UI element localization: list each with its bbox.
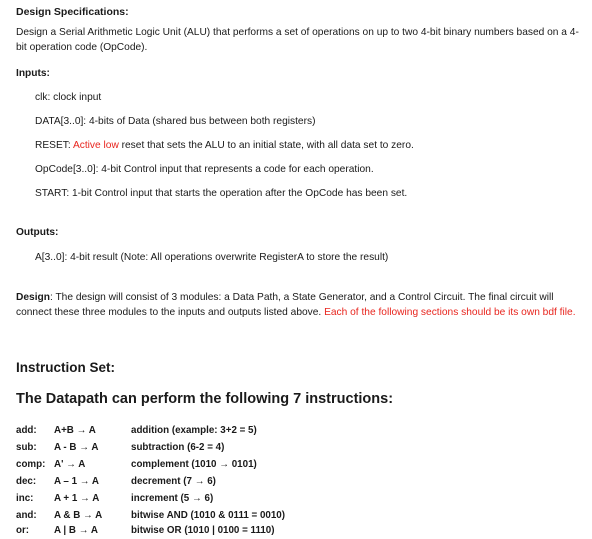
instruction-expr: A' → A — [54, 459, 86, 470]
instruction-expr: A – 1 → A — [54, 476, 100, 487]
instruction-desc: bitwise OR (1010 | 0100 = 1110) — [131, 525, 275, 536]
input-start: START: 1-bit Control input that starts the operation after the OpCode has been set. — [35, 188, 408, 199]
reset-suffix: reset that sets the ALU to an initial state, with all data set to zero. — [118, 140, 414, 151]
datapath-heading: The Datapath can perform the following 7 instructions: — [16, 391, 394, 407]
outputs-label: Outputs: — [16, 227, 59, 238]
reset-prefix: RESET: — [35, 140, 73, 151]
instruction-expr: A & B → A — [54, 510, 103, 521]
instruction-desc: complement (1010 → 0101) — [131, 459, 257, 470]
instruction-desc: increment (5 → 6) — [131, 493, 214, 504]
instruction-desc: subtraction (6-2 = 4) — [131, 442, 225, 453]
design-specifications-heading: Design Specifications: — [16, 6, 129, 18]
design-note: Each of the following sections should be its own bdf file. — [324, 307, 576, 318]
output-a: A[3..0]: 4-bit result (Note: All operations overwrite RegisterA to store the result) — [35, 252, 389, 263]
input-data: DATA[3..0]: 4-bits of Data (shared bus between both registers) — [35, 116, 316, 127]
instruction-set-heading: Instruction Set: — [16, 360, 116, 375]
inputs-label: Inputs: — [16, 68, 50, 79]
instruction-op: and: — [16, 510, 37, 521]
instruction-expr: A + 1 → A — [54, 493, 100, 504]
instruction-op: inc: — [16, 493, 34, 504]
intro-paragraph: Design a Serial Arithmetic Logic Unit (ALU) that performs a set of operations on up to two 4-bit binary numbers based on a 4-bit operation code (OpCode). — [16, 27, 579, 53]
instruction-desc: addition (example: 3+2 = 5) — [131, 425, 257, 436]
instruction-desc: bitwise AND (1010 & 0111 = 0010) — [131, 510, 286, 521]
design-text: : The design will consist of 3 modules: a Data Path, a State Generator, and a Control Circuit. The final circuit will connect these three modules to the inputs and outputs listed above. — [16, 292, 554, 318]
reset-active-low: Active low — [72, 140, 119, 151]
instruction-op: dec: — [16, 476, 37, 487]
input-reset — [35, 140, 414, 151]
instruction-op: comp: — [16, 459, 46, 470]
instruction-op: or: — [16, 525, 30, 536]
design-label: Design — [16, 292, 50, 303]
instruction-op: sub: — [16, 442, 37, 453]
instruction-op: add: — [16, 425, 37, 436]
input-opcode: OpCode[3..0]: 4-bit Control input that represents a code for each operation. — [35, 164, 374, 175]
design-paragraph — [16, 290, 588, 320]
instruction-expr: A - B → A — [54, 442, 99, 453]
instruction-expr: A | B → A — [54, 525, 98, 536]
instruction-desc: decrement (7 → 6) — [131, 476, 216, 487]
input-clk: clk: clock input — [35, 92, 102, 103]
instruction-expr: A+B → A — [54, 425, 96, 436]
